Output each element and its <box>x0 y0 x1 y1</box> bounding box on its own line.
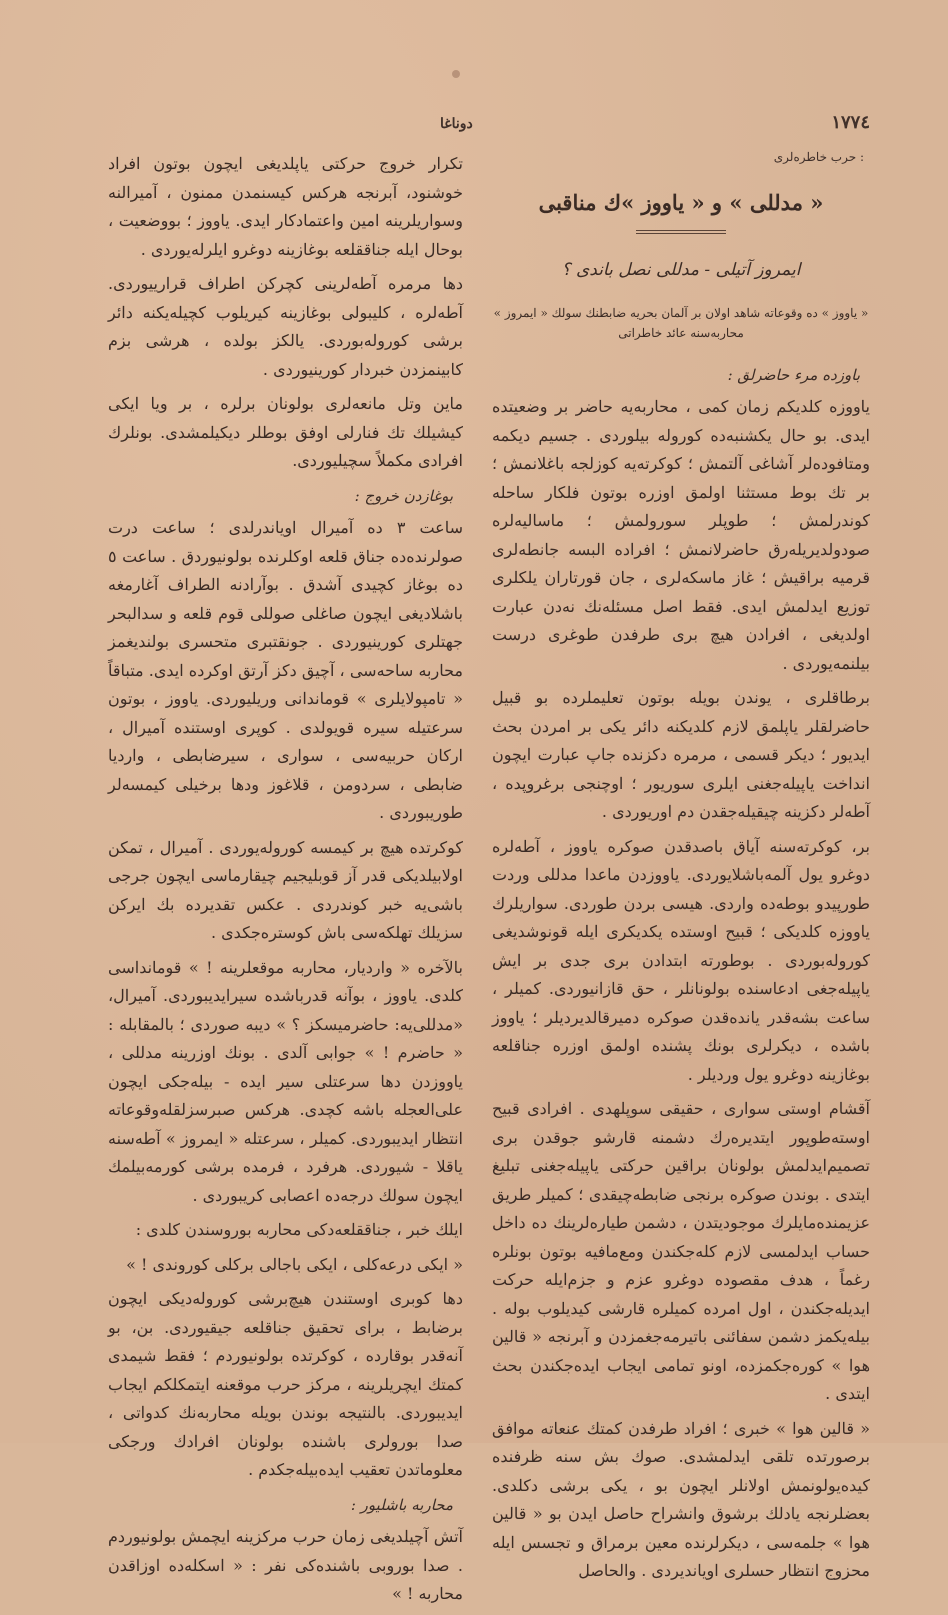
page-number: ١٧٧٤ <box>831 112 870 133</box>
ink-stain <box>452 70 460 78</box>
paragraph: « ایکی درعه‌کلی ، ایکی باجالی برکلی کوروندی ! » <box>126 1254 463 1274</box>
paragraph: دها کوبری اوستندن هیچ‌برشی کوروله‌دیکی ایچون برضابط ، برای تحقیق جناقلعه جیقیوردی. بن، بو آنه‌قدر بوقارده ، کوکرتده بولونیوردم ؛ فقط شیمدی کمتك ایچریلرینه ، مرکز حرب موقعنه ایتمکلکم ایجاب ایدیبوردی. بالنتیجه بوندن بویله محاربه‌نك کدواتی ، صدا بورولری باشنده بولونان افرادك ورجکی معلوماتدن تعقیب ایده‌بیله‌جکدم . <box>108 1289 463 1479</box>
section-heading: محاربه باشلیور : <box>350 1495 453 1514</box>
left-column <box>108 150 463 1615</box>
title-rule <box>636 230 726 234</box>
paragraph: بالآخره « واردیار، محاربه موقعلرینه ! » قومانداسی کلدی. یاووز ، بوآنه قدرباشده سیرایدیبوردی. آمیرال، «مدللی‌یه: حاضرمیسکز ؟ » دیبه صوردی ؛ بالمقابله : « حاضرم ! » جوابی آلدی . بونك اوزرینه مدللی ، یاووزدن دها سرعتلی سیر ایده - بیله‌جکی ایچون علی‌العجله باشه کچدی. هرکس صبرسزلقله‌وقوعاته انتظار ایدیبوردی. کمیلر ، سرعتله « ایمروز » آطه‌سنه یاقلا - شیوردی. هرفرد ، فرمده برشی کورمه‌بیلمك ایچون سولك درجه‌ده اعصابی کریبوردی . <box>108 957 463 1205</box>
article-title: « مدللی » و « یاووز »ك مناقبی <box>538 190 824 215</box>
paragraph: ایلك خبر ، جناققلعه‌دکی محاربه بوروسندن کلدی : <box>135 1220 463 1239</box>
paragraph: ساعت ٣ ده آمیرال اویاندرلدی ؛ ساعت درت صولرنده‌ده جناق قلعه اوکلرنده بولونیوردق . ساعت ٥ ده بوغاز کچیدی آشدق . بوآرادنه الطراف آغارمغه باشلادیغی ایچون صاغلی صوللی قوم قلعه و سدالبحر جهتلری کورینیوردی . جونقتبری متحسری بولندیغمز محاربه ساحه‌سی ، آچیق دکز آرتق اوکرده ایدی. متباقاً « تامپولایلری » قوماندانی وریلیوردی. یاووز ، بوتون سرعتیله سیره قویولدی . کوپری اوستنده آمیرال ، ارکان حربیه‌سی ، سواری ، سیرضابطی ، واردیا ضابطی ، سردومن ، قلاغوز ودها برخیلی کیمسه‌لر طوریبوردی . <box>108 518 464 822</box>
paragraph: آتش آچیلدیغی زمان حرب مرکزینه ایچمش بولونیوردم . صدا بوروبی باشنده‌کی نفر : « اسکله‌ده اوزاقدن محاربه ! » <box>108 1527 463 1603</box>
section-heading: بوغازدن خروج : <box>354 486 453 505</box>
paragraph: کوکرتده هیچ بر کیمسه کوروله‌یوردی . آمیرال ، تمکن اولابیلدیکی قدر آز قوبلیجیم چیقارماسی ایچون جرجی باشی‌یه خبر کوندردی . عکس تقدیرده بك ایرکن سزیلك تهلکه‌سی باش کوستره‌جکدی . <box>108 837 463 942</box>
paragraph: دها مرمره آطه‌لرینی کچرکن اطراف قرارییوردی. آطه‌لره ، کلیبولی بوغازینه کیریلوب کچیله‌یکنه دائر برشی کوروله‌بوردی. یالکز بولده ، هرشی بزم کابینمزدن خبردار کورینیوردی . <box>108 274 463 379</box>
paragraph: برطاقلری ، یوندن بویله بوتون تعلیملرده بو قبیل حاضرلقلر یاپلمق لازم کلدیکنه دائر یکی بر امردن بحث ایدیور ؛ دیکر قسمی ، مرمره دکزنده جاپ عبارت ایچون انداخت یاپیله‌جغنی ایلری سوریور ؛ اوچنجی برغروپده ، آطه‌لر دکزینه چیقیله‌جقدن دم اوریوردی . <box>492 688 870 821</box>
paragraph: بر، کوکرته‌سنه آیاق باصدقدن صوکره یاووز ، آطه‌لره دوغرو یول آلمه‌باشلایوردی. یاووزدن ماعدا مدللی وردت طورپیدو بوطه‌ده واردی. هیسی بردن طوردی. سواریلرك یاووزه کلدیکی ؛ قبیح اوستده یکدیکری ایله قونوشدیغی کوروله‌بوردی . بوطورته ابتدادن بری جدی بر ایش یاپیله‌جغی ادعاسنده بولونانلر ، حق قازانیوردی. کمیلر ، ساعت بشه‌قدر یانده‌قدن صوکره دمیرقالدیردیلر ؛ یاووز باشده ، دیکرلری بونك پشنده اولمق اوزره جناقلعه بوغازینه دوغرو یول وردیلر . <box>492 836 870 1084</box>
paragraph: آقشام اوستی سواری ، حقیقی سوپلهدی . افرادی قبیح اوسته‌طوپور ایتدیره‌رك دشمنه قارشو جوقدن بری تصمیم‌ایدلمش بولونان براقین حرکتی یاپیله‌جغنی تبلیغ ایتدی . بوندن صوکره برنجی ضابطه‌چیقدی ؛ کمیلر طریق عزیمنده‌مایلرك موجودیتدن ، دشمن طیاره‌لرینك ده داخل حساب ایدلمسی لازم کله‌جکندن ومع‌مافیه بوتون بونلره رغماً ، هدف مقصوده دوغرو عزم و جزم‌ایله حرکت ایدیله‌جکندن ، اول امرده کمیلره قارشی کیدیلوب بوله . بیله‌یکمز دشمن سفائنی باتیرمه‌جغمزدن و آبرنجه « قالین هوا » کوره‌جکمزده، اونو تمامی ایجاب ایده‌جکندن بحث ایتدی . <box>492 1099 870 1403</box>
article-summary: « یاووز » ده وقوعاته شاهد اولان بر آلمان بحریه ضابطنك سولك « ایمروز » محاربه‌سنه عائد خاطراتی <box>493 305 869 340</box>
page-header <box>0 112 948 142</box>
paragraph: « قالین هوا » خبری ؛ افراد طرفدن کمتك عنعاته موافق برصورتده تلقی ایدلمشدی. صوك بش سنه ظرفنده کیده‌یولونمش اولانلر ایچون بو ، یکی برشی دکلدی. بعضلرنجه یادلك برشوق وانشراح حاصل ایدن بو « قالین هوا » جلمه‌سی ، دیکرلرنده معین برمراق و تجسس ایله محزوج انتظار حسلری اویاندیردی . والحاصل <box>492 1418 870 1580</box>
section-tag: حرب خاطره‌لری : <box>773 150 864 164</box>
paragraph: تکرار خروج حرکتی یاپلدیغی ایچون بوتون افراد خوشنود، آبرنجه هرکس کیسنمدن ممنون ، آمیرالنه وسواریلرینه امین واعتمادکار ایدی. یاووز ؛ بووضعیت ، بوحال ایله جناققلعه بوغازینه دوغرو ایلرله‌یوردی . <box>108 154 463 259</box>
paragraph: یاووزه کلدیکم زمان کمی ، محاربه‌یه حاضر بر وضعیتده ایدی. بو حال یکشنبه‌ده کوروله بیلوردی . جسیم دیکمه ومتافوده‌لر آشاغی آلتمش ؛ کوکرته‌یه کوزلجه باغلانمش ؛ بر تك بوط مستثنا اولمق اوزره بوتون فلکار ساحله کوندرلمش ؛ طوپلر سورولمش ؛ ماسالیه‌لره صودولدیریله‌رق حاضرلانمش ؛ افراده البسه جانطه‌لری قرمیه براقیش ؛ غاز ماسکه‌لری ، جان قورتاران یلکلری توزیع ایدلمش ایدی. فقط اصل مسئله‌نك نه‌دن عبارت اولدیغی ، افرادن هیچ بری طرفدن طوغری درست بیلنمه‌یوردی . <box>492 397 871 673</box>
paragraph: ماین وتل مانعه‌لری بولونان برلره ، بر ویا ایکی کیشیلك تك فنارلی اوفق بوطلر دیکیلمشدی. بونلرك افرادی مکملاً سچیلیوردی. <box>108 394 463 470</box>
article-subtitle: ایمروز آتیلی - مدللی نصل باندی ؟ <box>561 260 801 280</box>
section-heading: باوزده مرء حاضرلق : <box>727 365 860 384</box>
right-column <box>492 180 870 1592</box>
running-title: دوناغا <box>440 116 473 132</box>
